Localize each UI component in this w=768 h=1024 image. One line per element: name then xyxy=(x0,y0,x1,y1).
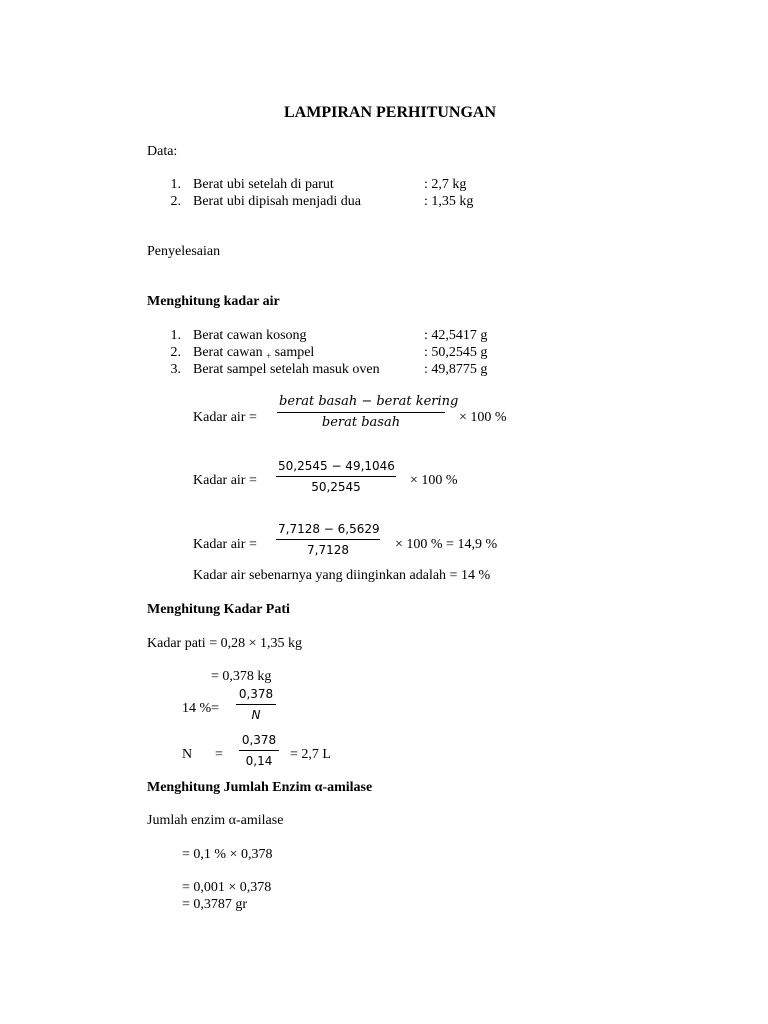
fraction-numerator: 0,378 xyxy=(238,687,274,701)
enzim-line: = 0,3787 gr xyxy=(182,897,248,912)
fraction xyxy=(276,521,380,558)
fraction-numerator: 7,7128 − 6,5629 xyxy=(278,522,380,536)
fraction-denominator: 50,2545 xyxy=(311,480,361,494)
section-heading-kadar-air: Menghitung kadar air xyxy=(147,294,280,309)
list-item-value: : 49,8775 g xyxy=(424,362,488,377)
kadar-pati-result: = 2,7 L xyxy=(290,747,331,762)
equation-suffix: × 100 % xyxy=(410,473,458,488)
kadar-pati-line-label: N xyxy=(182,747,193,762)
equation-label: Kadar air = xyxy=(193,537,257,552)
list-item-number: 1. xyxy=(170,328,181,343)
fraction xyxy=(276,458,396,495)
penyelesaian-label: Penyelesaian xyxy=(147,244,221,259)
section-heading-kadar-pati: Menghitung Kadar Pati xyxy=(147,602,290,617)
list-item-label: Berat sampel setelah masuk oven xyxy=(193,362,380,377)
enzim-label: Jumlah enzim α-amilase xyxy=(147,813,284,828)
fraction-denominator: 0,14 xyxy=(245,754,273,768)
fraction-denominator: berat basah xyxy=(321,415,401,430)
equation-label: Kadar air = xyxy=(193,410,257,425)
list-item-value: : 1,35 kg xyxy=(424,194,474,209)
list-item-number: 3. xyxy=(170,362,181,377)
list-item-number: 1. xyxy=(170,177,181,192)
equation-suffix: × 100 % = 14,9 % xyxy=(395,537,498,552)
list-item-value: : 2,7 kg xyxy=(424,177,467,192)
list-item-label: Berat cawan $_+$ sampel xyxy=(193,345,315,361)
list-item-value: : 42,5417 g xyxy=(424,328,488,343)
enzim-line: = 0,1 % × 0,378 xyxy=(182,847,273,862)
page-title: LAMPIRAN PERHITUNGAN xyxy=(284,104,496,121)
fraction xyxy=(236,686,276,723)
list-item-label: Berat ubi dipisah menjadi dua xyxy=(193,194,361,209)
section-heading-enzim: Menghitung Jumlah Enzim α-amilase xyxy=(147,780,373,795)
equation-label: Kadar air = xyxy=(193,473,257,488)
list-item-label: Berat ubi setelah di parut xyxy=(193,177,334,192)
kadar-pati-line: = 0,378 kg xyxy=(211,669,272,684)
fraction xyxy=(239,732,279,769)
list-item-number: 2. xyxy=(170,345,181,360)
list-item-value: : 50,2545 g xyxy=(424,345,488,360)
kadar-pati-line-label: 14 %= xyxy=(182,701,220,716)
data-label: Data: xyxy=(147,144,178,159)
fraction-numerator: 0,378 xyxy=(241,733,277,747)
equals-sign: = xyxy=(215,747,223,762)
enzim-line: = 0,001 × 0,378 xyxy=(182,880,272,895)
list-item-number: 2. xyxy=(170,194,181,209)
fraction-denominator: 7,7128 xyxy=(307,543,349,557)
kadar-pati-line: Kadar pati = 0,28 × 1,35 kg xyxy=(147,636,302,651)
fraction xyxy=(277,394,459,431)
fraction-numerator: 50,2545 − 49,1046 xyxy=(278,459,395,473)
equation-suffix: × 100 % xyxy=(459,410,507,425)
kadar-air-note: Kadar air sebenarnya yang diinginkan adalah = 14 % xyxy=(193,568,491,583)
fraction-numerator: berat basah − berat kering xyxy=(279,394,459,409)
list-item-label: Berat cawan kosong xyxy=(193,328,307,343)
fraction-denominator: N xyxy=(251,708,261,722)
